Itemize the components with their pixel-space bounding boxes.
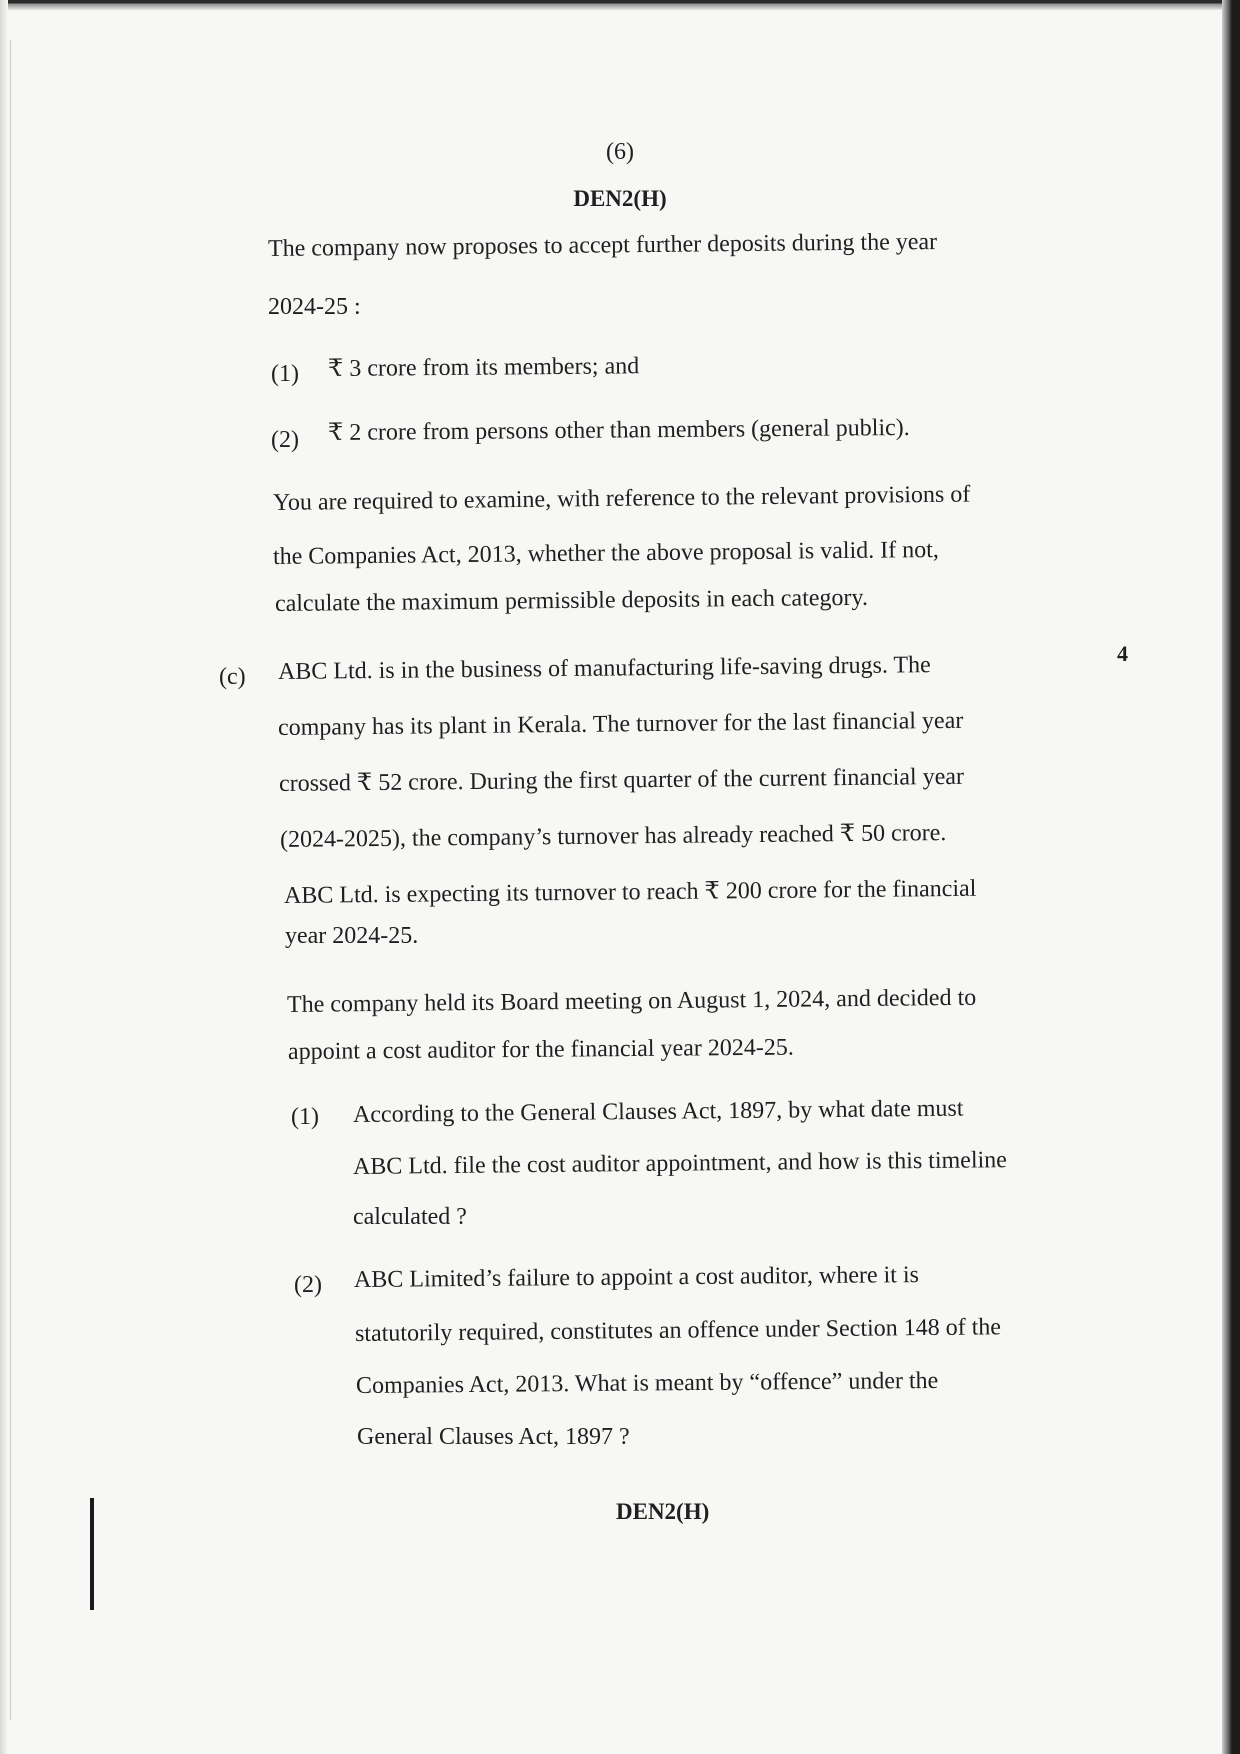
requirement-line-3: calculate the maximum permissible deposits in each category. [274, 584, 869, 617]
part-c-para2-line-1: The company held its Board meeting on August 1, 2024, and decided to [286, 984, 977, 1018]
part-c-para1-line-1: ABC Ltd. is in the business of manufacturing life-saving drugs. The [277, 652, 931, 685]
footer-code: DEN2(H) [616, 1499, 710, 1524]
part-c-para1-line-4: (2024-2025), the company’s turnover has already reached ₹ 50 crore. [279, 820, 947, 853]
scan-top-edge [0, 0, 1240, 10]
intro-line-2: 2024-25 : [268, 294, 361, 320]
part-c-marks: 4 [1117, 641, 1128, 666]
question-1-line-2: ABC Ltd. file the cost auditor appointment, and how is this timeline [352, 1147, 1008, 1180]
part-c-para2-line-2: appoint a cost auditor for the financial year 2024-25. [287, 1034, 794, 1065]
page-number: (6) [606, 139, 634, 165]
proposal-2-number: (2) [271, 427, 299, 453]
question-1-line-3: calculated ? [353, 1204, 467, 1230]
scan-left-bar [90, 1498, 94, 1610]
question-1-number: (1) [291, 1104, 319, 1130]
scan-left-line [10, 40, 11, 1720]
requirement-line-2: the Companies Act, 2013, whether the above proposal is valid. If not, [272, 537, 939, 570]
part-c-para1-line-2: company has its plant in Kerala. The turnover for the last financial year [277, 707, 964, 741]
scan-left-shadow [0, 0, 8, 1754]
question-2-line-4: General Clauses Act, 1897 ? [357, 1424, 630, 1450]
requirement-line-1: You are required to examine, with reference to the relevant provisions of [272, 481, 971, 516]
part-c-para1-line-6: year 2024-25. [285, 923, 419, 949]
question-1-line-1: According to the General Clauses Act, 1897, by what date must [352, 1095, 964, 1128]
question-2-line-1: ABC Limited’s failure to appoint a cost auditor, where it is [353, 1262, 920, 1293]
header-code: DEN2(H) [573, 186, 667, 211]
proposal-1-number: (1) [271, 361, 299, 387]
question-2-line-2: statutorily required, constitutes an offence under Section 148 of the [354, 1314, 1002, 1347]
part-c-para1-line-3: crossed ₹ 52 crore. During the first quarter of the current financial year [278, 763, 965, 797]
question-2-number: (2) [294, 1272, 322, 1298]
part-c-label: (c) [219, 664, 246, 690]
intro-line-1: The company now proposes to accept further deposits during the year [267, 228, 938, 262]
scan-right-edge [1222, 0, 1240, 1754]
part-c-para1-line-5: ABC Ltd. is expecting its turnover to reach ₹ 200 crore for the financial [283, 875, 977, 909]
proposal-1-text: ₹ 3 crore from its members; and [327, 353, 640, 382]
question-2-line-3: Companies Act, 2013. What is meant by “offence” under the [355, 1367, 939, 1399]
proposal-2-text: ₹ 2 crore from persons other than members (general public). [327, 414, 910, 446]
